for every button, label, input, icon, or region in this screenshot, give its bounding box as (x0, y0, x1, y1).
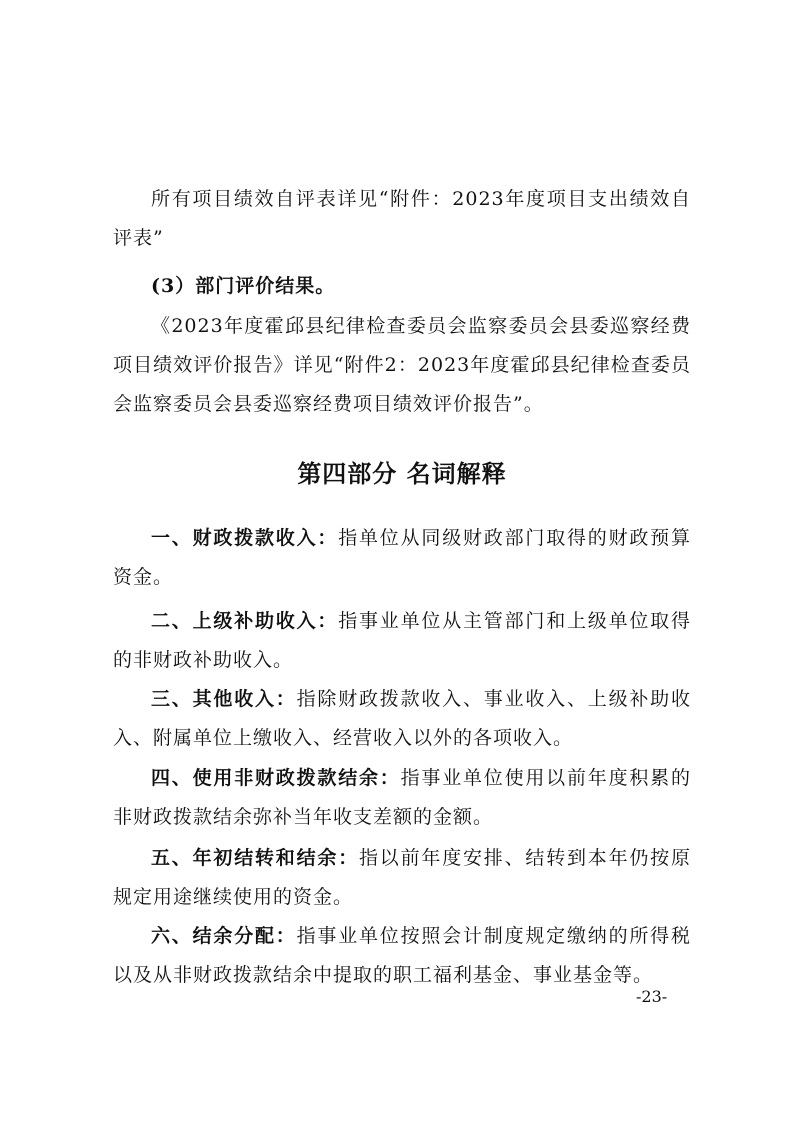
paragraph-evaluation-report: 《2023年度霍邱县纪律检查委员会监察委员会县委巡察经费项目绩效评价报告》详见“附件2：2023年度霍邱县纪律检查委员会监察委员会县委巡察经费项目绩效评价报告”。 (113, 315, 691, 415)
subheading-dept-evaluation (113, 267, 691, 306)
section-title: 第四部分 名词解释 (297, 459, 507, 488)
term-label: 五、年初结转和结余： (151, 847, 359, 869)
term-item (113, 759, 691, 837)
page-number: -23- (636, 987, 668, 1006)
term-definition: 指单位从同级财政部门取得的财政预算资金。 (113, 527, 691, 588)
term-definition: 指以前年度安排、结转到本年仍按原规定用途继续使用的资金。 (113, 847, 691, 908)
term-label: 六、结余分配： (151, 925, 297, 947)
term-item (113, 519, 691, 597)
subheading-text: (3）部门评价结果。 (151, 275, 336, 297)
term-definition: 指除财政拨款收入、事业收入、上级补助收入、附属单位上缴收入、经营收入以外的各项收入。 (113, 688, 691, 749)
term-label: 一、财政拨款收入： (151, 527, 339, 549)
term-item (113, 680, 691, 758)
paragraph-self-evaluation: 所有项目绩效自评表详见“附件：2023年度项目支出绩效自评表” (113, 188, 691, 249)
term-item (113, 602, 691, 680)
term-label: 三、其他收入： (151, 688, 297, 710)
term-label: 二、上级补助收入： (151, 610, 339, 632)
term-definition: 指事业单位从主管部门和上级单位取得的非财政补助收入。 (113, 610, 691, 671)
term-item (113, 917, 691, 995)
term-definition: 指事业单位使用以前年度积累的非财政拨款结余弥补当年收支差额的金额。 (113, 767, 691, 828)
term-label: 四、使用非财政拨款结余： (151, 767, 401, 789)
term-definition: 指事业单位按照会计制度规定缴纳的所得税以及从非财政拨款结余中提取的职工福利基金、事业基金等。 (113, 925, 691, 986)
term-item (113, 839, 691, 917)
